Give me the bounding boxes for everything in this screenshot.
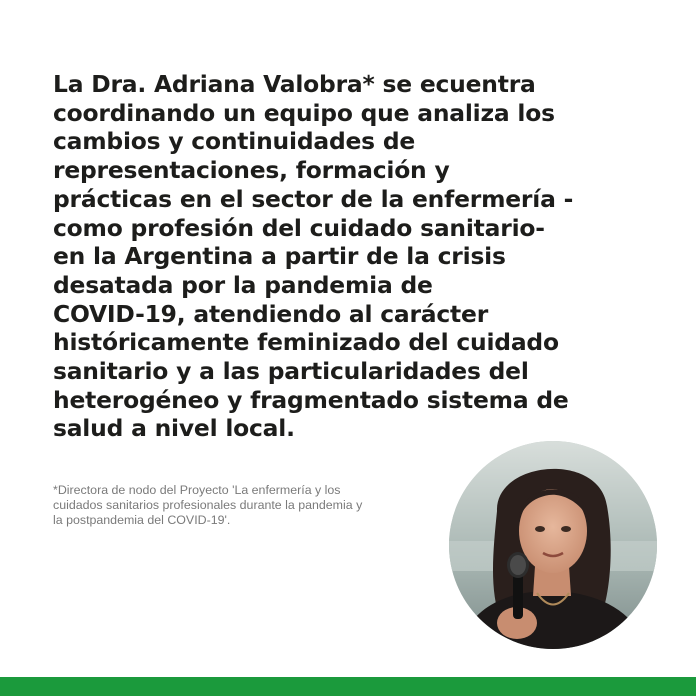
- main-line: representaciones, formación y: [53, 156, 450, 185]
- main-line: como profesión del cuidado sanitario-: [53, 213, 545, 242]
- bottom-accent-bar: [0, 677, 696, 696]
- footnote: [53, 483, 453, 529]
- main-line: sanitario y a las particularidades del: [53, 357, 529, 386]
- main-line: prácticas en el sector de la enfermería -: [53, 184, 574, 213]
- main-line: desatada por la pandemia de: [53, 270, 433, 299]
- footnote-line: cuidados sanitarios profesionales durante la pandemia y: [53, 498, 363, 513]
- main-line: La Dra. Adriana Valobra* se ecuentra: [53, 70, 536, 98]
- main-paragraph: [53, 70, 663, 443]
- main-line: en la Argentina a partir de la crisis: [53, 242, 506, 271]
- main-line: heterogéneo y fragmentado sistema de: [53, 385, 569, 414]
- main-line: cambios y continuidades de: [53, 127, 416, 156]
- portrait-illustration: [449, 441, 657, 649]
- main-line: históricamente feminizado del cuidado: [53, 328, 559, 357]
- main-line: coordinando un equipo que analiza los: [53, 98, 555, 127]
- footnote-line: *Directora de nodo del Proyecto 'La enfermería y los: [53, 483, 341, 497]
- main-line: COVID-19, atendiendo al carácter: [53, 299, 489, 328]
- portrait-photo: [449, 441, 657, 649]
- main-line: salud a nivel local.: [53, 414, 295, 443]
- footnote-line: la postpandemia del COVID-19'.: [53, 513, 231, 528]
